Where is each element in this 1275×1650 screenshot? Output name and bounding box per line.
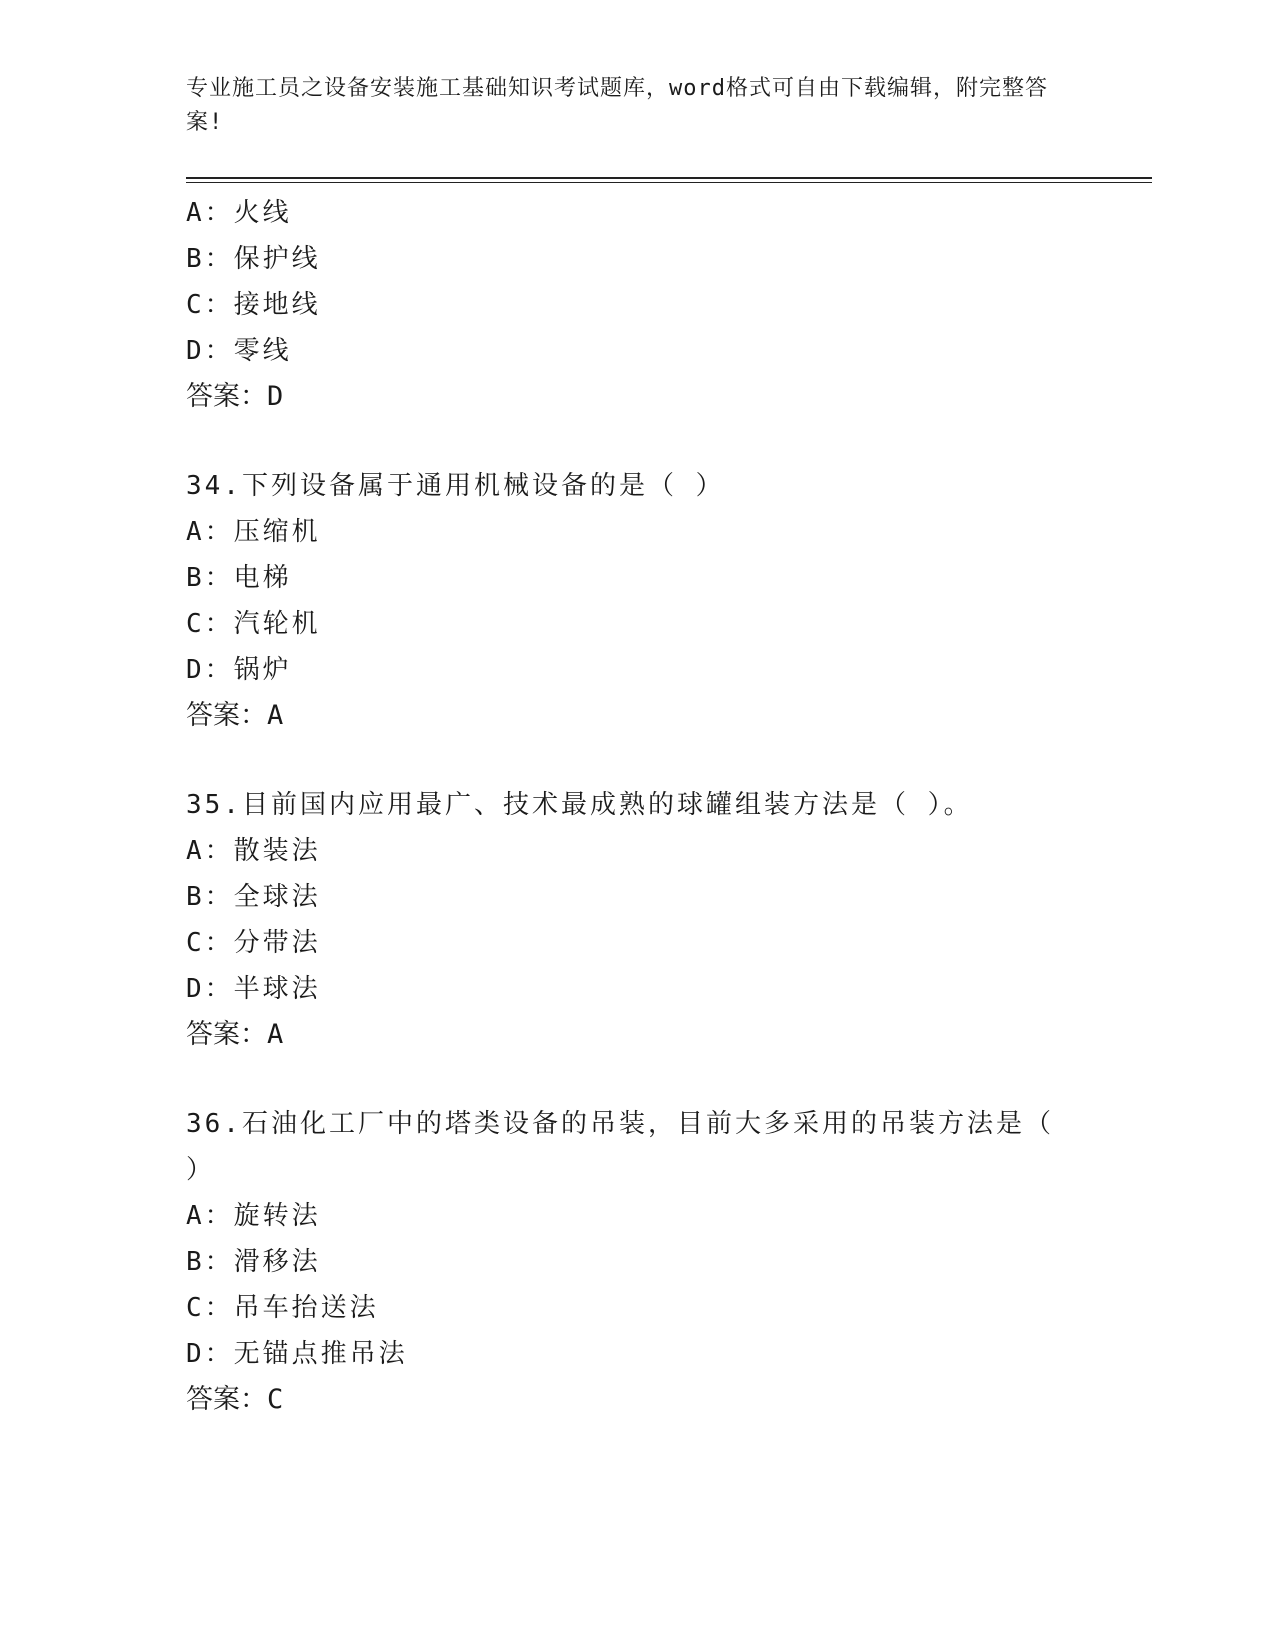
question-stem-line-1: 36.石油化工厂中的塔类设备的吊装，目前大多采用的吊装方法是（ [186,1109,1054,1139]
answer-line: 答案：A [186,700,284,731]
option-a: A：旋转法 [186,1201,321,1231]
header-divider-thick [186,177,1152,179]
option-c: C：分带法 [186,928,321,958]
option-d: D：零线 [186,336,292,366]
option-a: A：火线 [186,198,292,228]
option-b: B：电梯 [186,563,292,593]
header-divider-thin [186,182,1152,183]
option-a: A：压缩机 [186,517,321,547]
option-c: C：接地线 [186,290,321,320]
answer-line: 答案：C [186,1384,284,1415]
question-list [186,190,1086,1423]
option-d: D：锅炉 [186,655,292,685]
option-a: A：散装法 [186,836,321,866]
question-35 [186,782,1086,1058]
answer-line: 答案：D [186,381,284,412]
option-d: D：无锚点推吊法 [186,1339,408,1369]
option-c: C：汽轮机 [186,609,321,639]
question-stem-line-2: ） [186,1155,216,1185]
option-b: B：全球法 [186,882,321,912]
option-b: B：保护线 [186,244,321,274]
document-header: 专业施工员之设备安装施工基础知识考试题库，word格式可自由下载编辑，附完整答案! [186,76,1048,135]
option-d: D：半球法 [186,974,321,1004]
question-33-tail [186,190,1086,420]
question-stem: 35.目前国内应用最广、技术最成熟的球罐组装方法是（ ）。 [186,790,973,820]
question-34 [186,463,1086,739]
option-b: B：滑移法 [186,1247,321,1277]
answer-line: 答案：A [186,1019,284,1050]
question-36 [186,1101,1086,1423]
question-stem: 34.下列设备属于通用机械设备的是（ ） [186,471,725,501]
option-c: C：吊车抬送法 [186,1293,379,1323]
